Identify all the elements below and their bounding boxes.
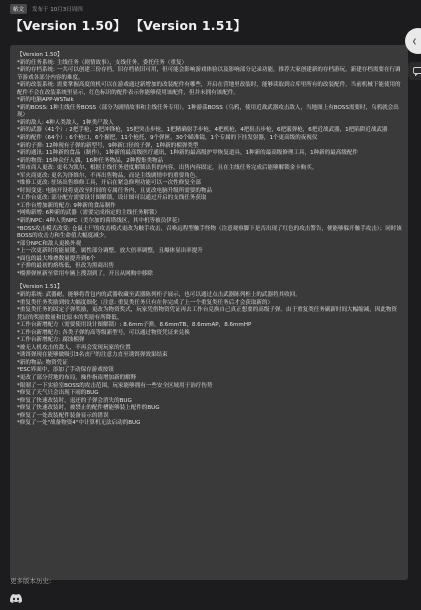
patch-note-line: *新的配件（64个）: 6个枪口，6个握把，11个枪托，9个弹匣，30个瞄准镜，1个专属的下挂发射器，1个更高级的夜视仪: [17, 135, 318, 142]
patch-note-line: *上一次更新时的能量键，属性部分调整，放大倍率调整，且爆体显出率提升: [17, 248, 203, 255]
patch-note-line: *修复了一处改装配件装备显示的错误: [17, 412, 109, 419]
patch-note-line: *新的任务系统: 主线任务（剧情故事），支线任务，委托任务（重复）: [17, 59, 188, 66]
post-date: 发布于 10月3日周四: [32, 7, 83, 13]
more-history-label: 更多版本历史:: [10, 577, 52, 585]
patch-note-line: *修复了快速改装时，被禁止的配件槽能够装上配件的BUG: [17, 405, 160, 412]
patch-note-line: *新的NPC: 4种人类NPC（美尔加的荷塔线区，其中机等被员伊花）: [17, 218, 183, 225]
version-heading: 【Version 1.51】: [17, 284, 63, 291]
patch-note-line: *新的BOSS: 1种主线任务BOSS（部分为剧情故事和主线任务专用），1种游荡BOSS（乌鸦，使用近战武器攻击敌人，当地图上有BOSS需要时，乌鸦就会出现）: [17, 104, 399, 119]
patch-note-line: *重复类任务奖励到较大幅度细化（注意: 重复类任务只有在你完成了上一个重复类任务后才会获取新的）: [17, 299, 274, 306]
patch-note-line: *新的改装系统: 需要掌握高度的机可以在游戏通过新增加的改装配件有哪些，开启在营地里改装时，能够读取到合库里所有的改装配件，当前机械下能使用的配件不会在改装系统里显示，红色标识的配件表示你能够使用该配件，但并未拥有该配件。: [17, 82, 401, 96]
comment-icon: [413, 67, 421, 76]
patch-note-line: *榴弹弹匣新至常用车辆上搜刮到了，开且从网购中移除: [17, 270, 153, 277]
patch-note-line: *新的物品: 物资凭证: [17, 359, 68, 366]
patch-note-line: *工作台新增配方: 各类子弹的高等级新型号，可以通过物资凭证来兑换: [17, 329, 190, 336]
patch-note-line: *军火商更改: 更名为泽维尔，不再出售物品，而是主线剧情中的重要角色。: [17, 172, 201, 179]
patch-note-line: *新的系统: 武器耐，能够将背包内的武器收藏至武器陈列柜子展示，也可以通过点击武器陈列柜上的武器将其收回。: [17, 291, 301, 298]
patch-note-line: *新的物资: 15种众仔人偶，16种任务物品，2种搜集类物品: [17, 157, 164, 164]
patch-note-line: *限制了一下实验室BOSS的攻击范围，玩家能够拥有一些安全区域用于治疗伤势: [17, 382, 213, 389]
patch-note-line: *新的敌人: 4种人类敌人，1种类尸敌人: [17, 119, 114, 126]
patch-note-line: *修复了天气只会出现下雨的BUG: [17, 390, 99, 397]
patch-notes-panel: [10, 45, 408, 580]
patch-note-line: *时间变更: 电脑开设将更改至时间的专属任务内，且更改电脑升级所需要的物品: [17, 187, 212, 194]
patch-note-line: *ESC界面中，添加了手动保存游戏按钮: [17, 367, 114, 374]
patch-note-line: *工作台更改: 部分配方需要设计图解锁，设计图可以通过开启的支线任务获取: [17, 195, 207, 202]
patch-note-line: *网购新增: 6种新的武器（需要完成指定的主线任务解锁）: [17, 210, 161, 217]
patch-note-line: *新的存档系统: 一共可以创建三份存档，旧存档依旧可用，但可能会影响游戏体验以及影响部分记录功能，推荐大家创建新的存档游玩。新建存档需要在行调节游戏各部分内容的难度。: [17, 67, 401, 81]
patch-note-line: *面包的最大堆叠数量提升到6个: [17, 255, 96, 262]
patch-note-line: *修复了一处"战备物资4"中计算机无法启动的BUG: [17, 420, 141, 427]
patch-note-line: *工作台增加新的配方: 9种新的食品制作: [17, 202, 116, 209]
discord-icon[interactable]: [10, 594, 22, 603]
patch-notes-body: [10, 45, 408, 434]
patch-note-line: *被无人机攻击的敌人，不再会发现玩家的位置: [17, 344, 131, 351]
patch-note-line: *工作台新增配方（需要使用设计图解锁）: 8.6mm子弹，8.6mmTB，8.6mmAP，8.6mmHP: [17, 322, 252, 329]
patch-note-line: *黑市商人更改: 更名为凯尔，根据主线任务进度解锁出售的内容，出售内容固定，且在主线任务完成后能够解锁金卡购买。: [17, 165, 318, 172]
patch-note-line: *修复了快速改装时，退还的子弹会消失的BUG: [17, 397, 132, 404]
comment-button[interactable]: [408, 62, 421, 80]
post-type-tag: 帖文: [10, 4, 27, 14]
patch-note-line: *重复类任务的固定子弹奖励，更改为物资奖式，玩家凭借物资凭证再去工作台兑换自己真正想要的高级子弹。由于重复类任务刷新时间大幅缩减，因此物资凭证的奖励数量和比原本的奖励有所降低。: [17, 307, 397, 321]
patch-note-line: *新的武器（41个）: 2把手枪，2把冲锋枪，15把突击步枪，1把精确射手步枪，4把机枪，4把狙击步枪，6把霰弹枪，6把近战武器，1把陷阱近战武器: [17, 127, 388, 134]
chevron-left-icon: ❮: [411, 37, 418, 45]
patch-note-line: *子弹的最初的熔炼低，但改为黑商出售: [17, 263, 115, 270]
patch-note-line: *新的电脑APP-WSTalk: [17, 97, 74, 104]
patch-note-line: *BOSS攻击模式改变: 仓鼠土尸的攻击模式更改为触手攻击，召唤远程型触手怪物（注意观察脚下是否出现了红色的攻击警告，便能够躲开触手攻击）；同时该BOSS的攻击力和生命值大幅度减少。: [17, 225, 402, 240]
patch-note-line: *工作台新增配方: 腐蚀榴弹: [17, 337, 85, 344]
patch-note-line: *新的通讯: 11种新的食品（制作），1种新的最高级医疗通讯，1种新的最高级护甲恢复道具，1种新的最高级修理工具，1种新的最高级配件: [17, 150, 358, 157]
patch-note-line: *诱饵弹现在能够做吸引3名丧尸的注意力直至诱饵弹效果结束: [17, 352, 168, 359]
patch-note-line: *新的子弹: 12种现有子弹的新型号，9种新口径的子弹，1种新的榴弹类型: [17, 142, 199, 149]
post-title: 【Version 1.50】 【Version 1.51】: [10, 18, 247, 33]
version-heading: 【Version 1.50】: [17, 52, 63, 58]
patch-note-line: *维修工更改: 驻场出售维修工具，开启在紧急修理功能可以一次性修复全部: [17, 180, 201, 187]
patch-note-line: *更改了部分营地的布局，操作指南增加新的解释: [17, 374, 137, 381]
patch-note-line: *部分NPC和敌人更换外观: [17, 240, 82, 247]
